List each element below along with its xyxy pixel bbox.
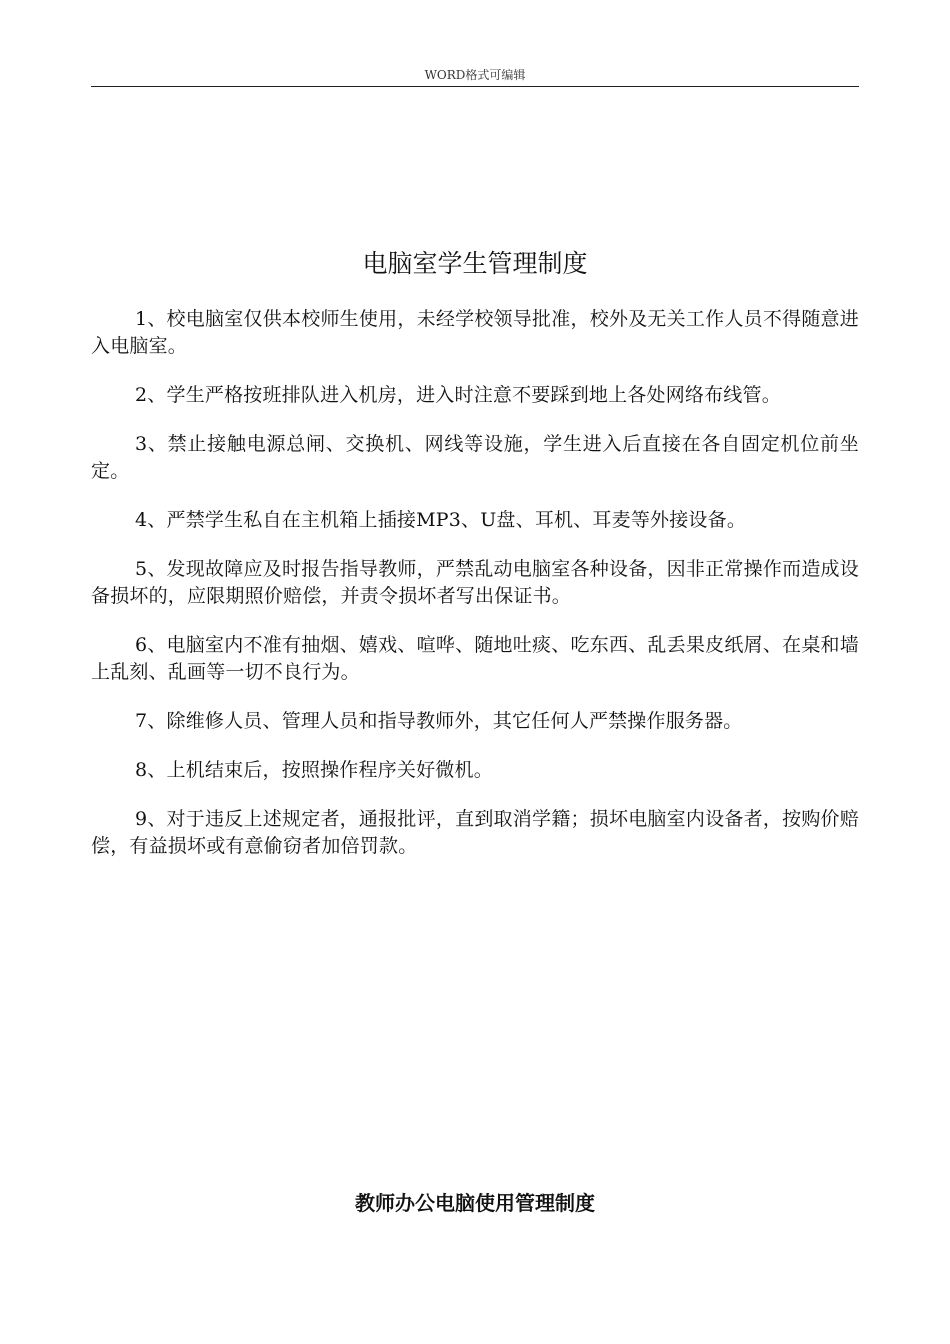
rule-item-2: 2、学生严格按班排队进入机房，进入时注意不要踩到地上各处网络布线管。	[135, 384, 781, 406]
section-title: 教师办公电脑使用管理制度	[355, 1191, 595, 1215]
document-title: 电脑室学生管理制度	[362, 249, 588, 278]
rule-item-3: 3、禁止接触电源总闸、交换机、网线等设施，学生进入后直接在各自固定机位前坐定。	[91, 433, 859, 482]
header-text: WORD格式可编辑	[424, 68, 526, 82]
rule-item-6: 6、电脑室内不准有抽烟、嬉戏、喧哗、随地吐痰、吃东西、乱丢果皮纸屑、在桌和墙上乱刻、乱画等一切不良行为。	[91, 634, 859, 683]
page-header	[91, 64, 859, 87]
rules-list	[91, 306, 859, 882]
rule-item-5: 5、发现故障应及时报告指导教师，严禁乱动电脑室各种设备，因非正常操作而造成设备损坏的，应限期照价赔偿，并责令损坏者写出保证书。	[91, 558, 859, 607]
rule-item-9: 9、对于违反上述规定者，通报批评，直到取消学籍；损坏电脑室内设备者，按购价赔偿，有益损坏或有意偷窃者加倍罚款。	[91, 808, 859, 857]
rule-item-7: 7、除维修人员、管理人员和指导教师外，其它任何人严禁操作服务器。	[135, 710, 743, 732]
rule-item-1: 1、校电脑室仅供本校师生使用，未经学校领导批准，校外及无关工作人员不得随意进入电脑室。	[91, 308, 859, 357]
rule-item-8: 8、上机结束后，按照操作程序关好微机。	[135, 759, 493, 781]
rule-item-4: 4、严禁学生私自在主机箱上插接MP3、U盘、耳机、耳麦等外接设备。	[135, 509, 747, 531]
